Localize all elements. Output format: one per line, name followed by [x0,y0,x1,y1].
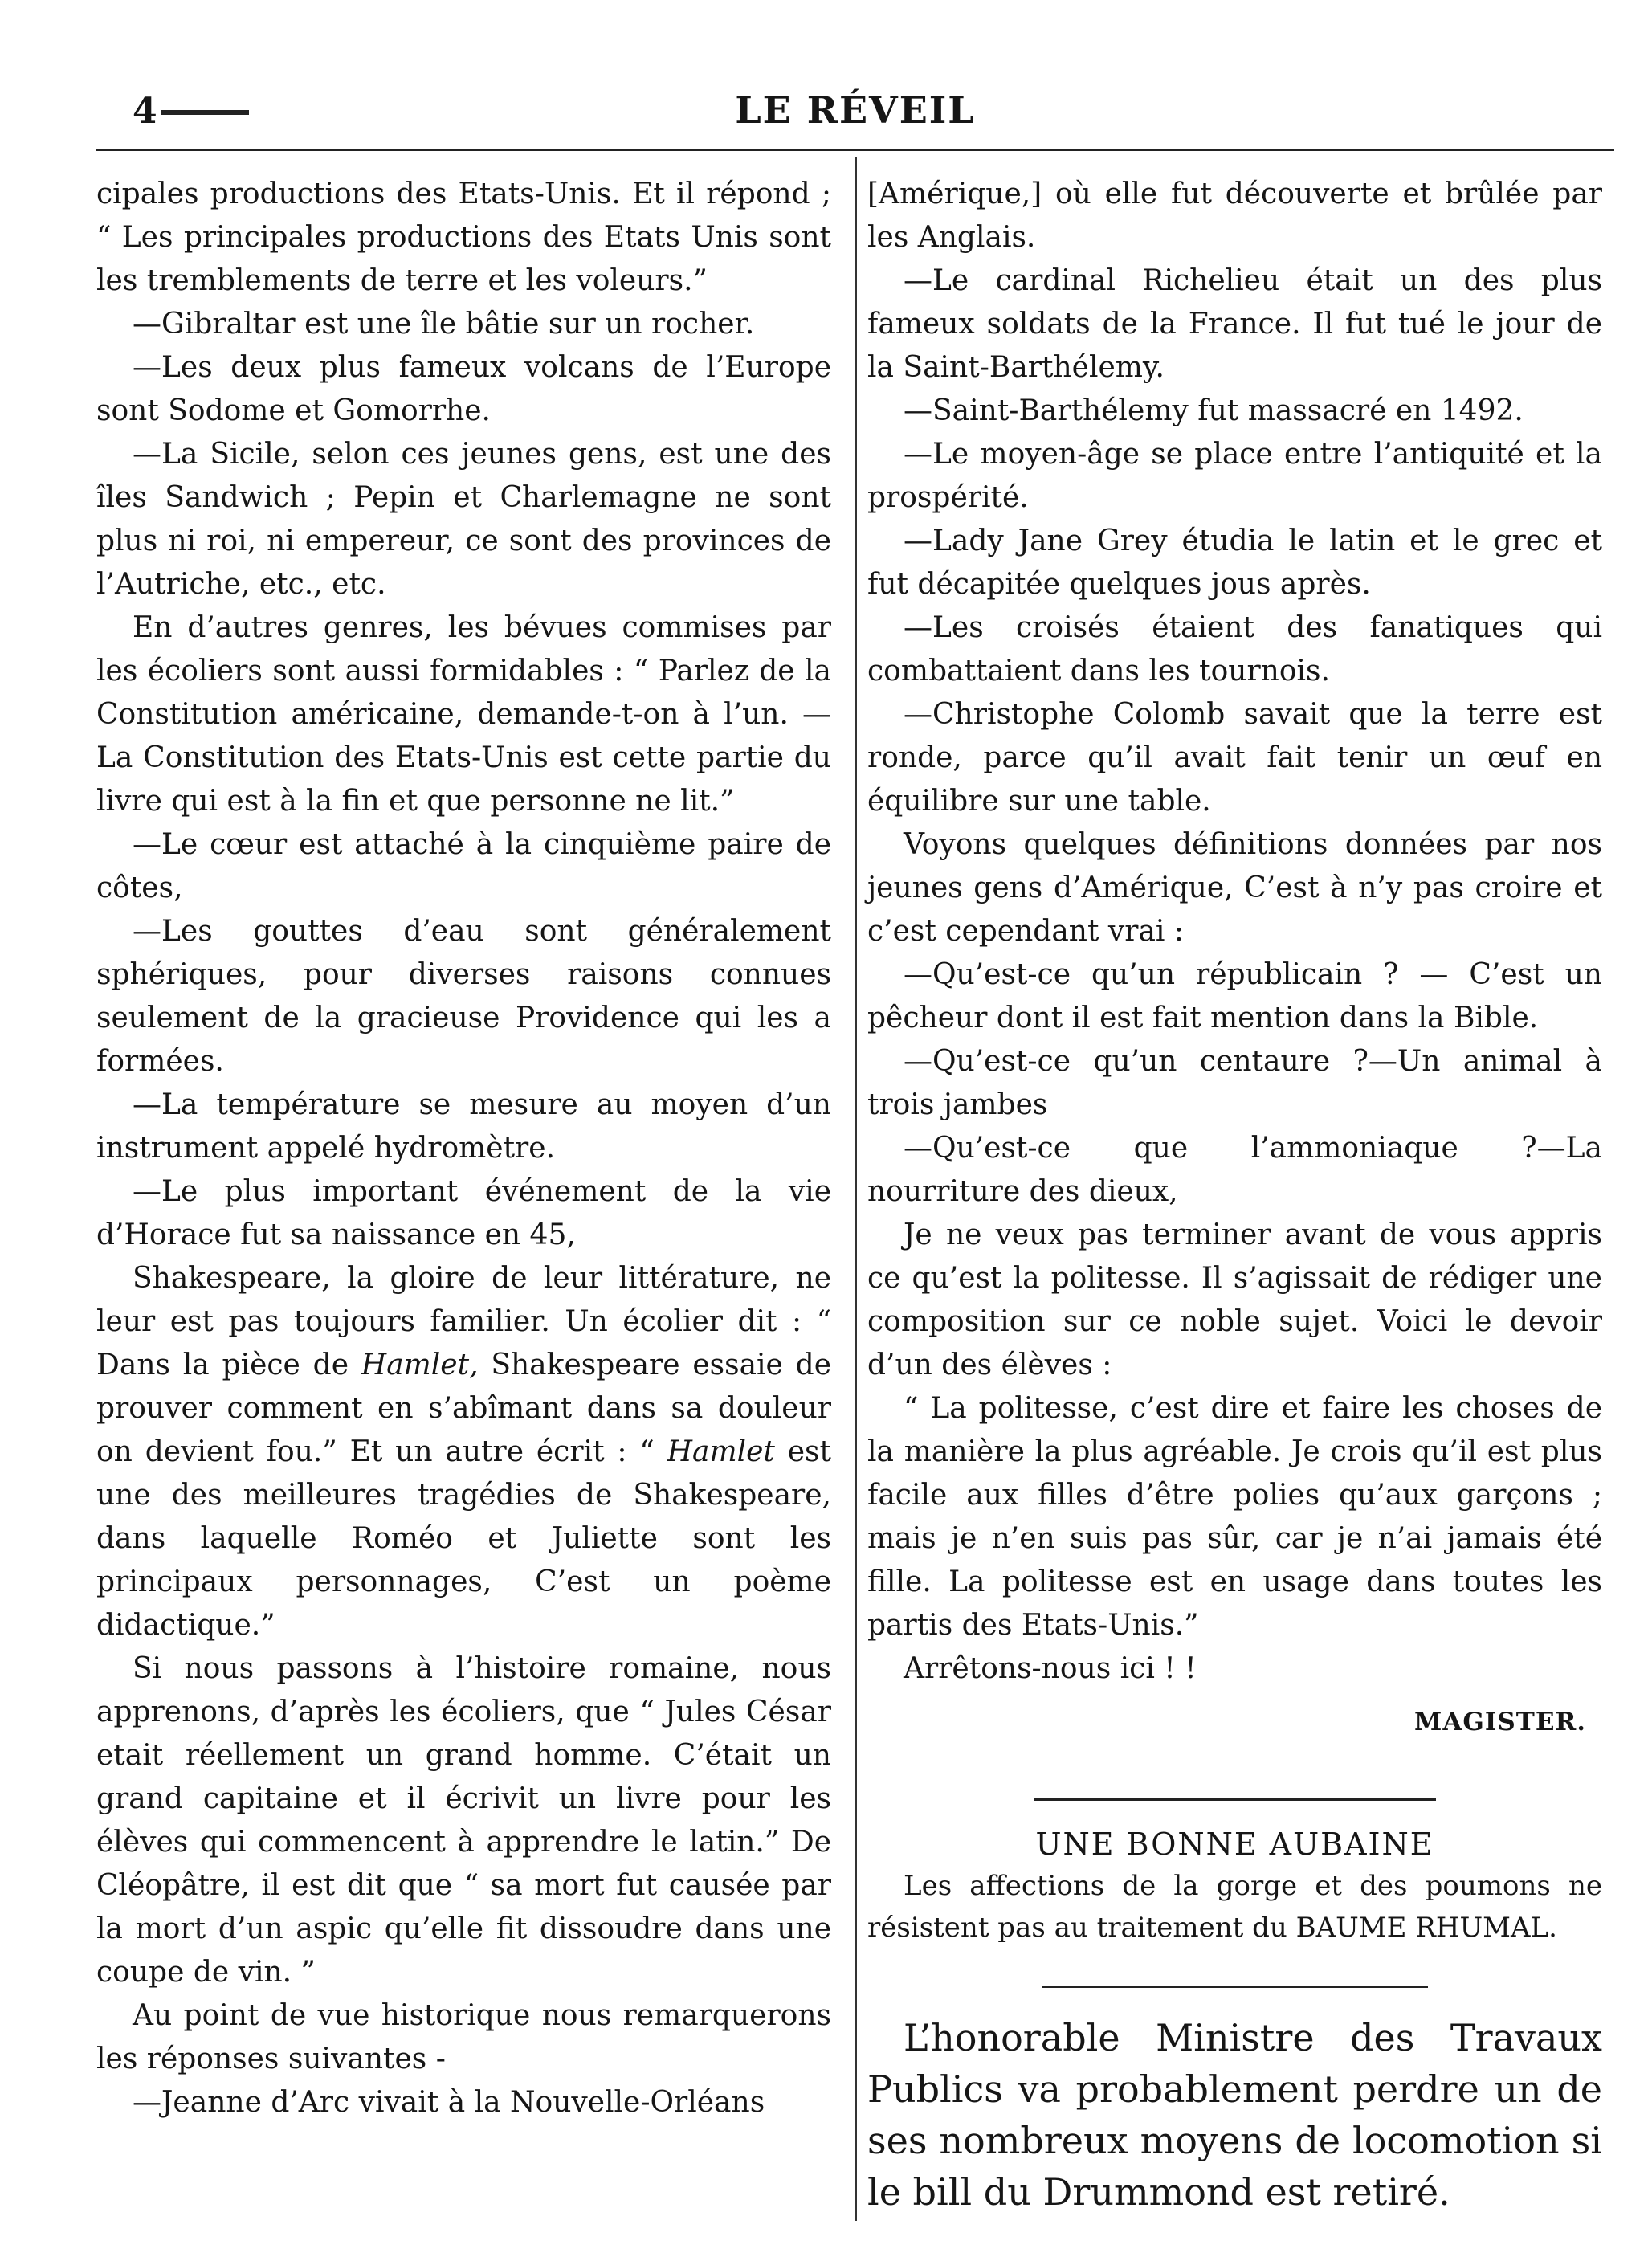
notice-paragraph: L’honorable Ministre des Travaux Publics va probablement perdre un de ses nombreux moyens de locomotion si le bill du Drummond est retiré. [867,2016,1602,2214]
page-header [96,84,1614,141]
author-signature: MAGISTER. [1414,1708,1586,1737]
paragraph: cipales productions des Etats-Unis. Et il répond ; “ Les principales productions des Etats Unis sont les tremblements de terre et les voleurs.” [96,178,831,297]
paragraph: [Amérique,] où elle fut découverte et brûlée par les Anglais. [867,178,1602,254]
advertisement-title: UNE BONNE AUBAINE [1035,1826,1434,1862]
paragraph: —Qu’est-ce qu’un républicain ? — C’est un pêcheur dont il est fait mention dans la Bible. [867,958,1602,1035]
newspaper-title: LE RÉVEIL [735,88,976,132]
page-number: 4 [133,91,157,132]
paragraph: —Qu’est-ce qu’un centaure ?—Un animal à trois jambes [867,1045,1602,1121]
column-divider [855,157,857,2221]
paragraph: —La température se mesure au moyen d’un instrument appelé hydromètre. [96,1088,831,1165]
paragraph: —Le cœur est attaché à la cinquième paire de côtes, [96,828,831,904]
paragraph: —Le moyen-âge se place entre l’antiquité et la prospérité. [867,438,1602,514]
paragraph: —Le plus important événement de la vie d’Horace fut sa naissance en 45, [96,1175,831,1251]
italic-title: Hamlet [667,1435,775,1468]
paragraph: Au point de vue historique nous remarquerons les réponses suivantes - [96,1999,831,2075]
paragraph: —Gibraltar est une île bâtie sur un rocher. [133,308,755,341]
paragraph: Je ne veux pas terminer avant de vous appris ce qu’est la politesse. Il s’agissait de rédiger une composition sur ce noble sujet. Voici le devoir d’un des élèves : [867,1218,1602,1381]
paragraph: —Les croisés étaient des fanatiques qui combattaient dans les tournois. [867,611,1602,688]
paragraph: —Le cardinal Richelieu était un des plus fameux soldats de la France. Il fut tué le jour de la Saint-Barthélemy. [867,264,1602,384]
paragraph: Arrêtons-nous ici ! ! [904,1652,1197,1685]
paragraph: —Saint-Barthélemy fut massacré en 1492. [904,394,1524,427]
paragraph: Voyons quelques définitions données par nos jeunes gens d’Amérique, C’est à n’y pas croire et c’est cependant vrai : [867,828,1602,948]
paragraph: “ La politesse, c’est dire et faire les choses de la manière la plus agréable. Je crois qu’il est plus facile aux filles d’être polies qu’aux garçons ; mais je n’en suis pas sûr, car je n’ai jamais été fille. La politesse est en usage dans toutes les partis des Etats-Unis.” [867,1392,1602,1642]
left-column [96,173,831,2124]
header-rule [96,149,1614,151]
advertisement-body: Les affections de la gorge et des poumons ne résistent pas au traitement du BAUME RHUMAL. [867,1870,1602,1944]
text-run: est une des meilleures tragédies de Shakespeare, dans laquelle Roméo et Juliette sont les principaux personnages, C’est un poème didactique.” [96,1435,831,1642]
paragraph: —Les deux plus fameux volcans de l’Europe sont Sodome et Gomorrhe. [96,351,831,427]
text-run: Shakespeare, la gloire de leur littérature, ne leur est pas toujours familier. Un écolier dit : “ Dans la pièce de [96,1262,831,1381]
paragraph: —Lady Jane Grey étudia le latin et le grec et fut décapitée quelques jous après. [867,524,1602,601]
paragraph: —Qu’est-ce que l’ammoniaque ?—La nourriture des dieux, [867,1132,1602,1208]
paragraph: —Christophe Colomb savait que la terre est ronde, parce qu’il avait fait tenir un œuf en équilibre sur une table. [867,698,1602,818]
italic-title: Hamlet, [361,1349,479,1381]
paragraph: En d’autres genres, les bévues commises par les écoliers sont aussi formidables : “ Parlez de la Constitution américaine, demande-t-on à l’un. —La Constitution des Etats-Unis est cette partie du livre qui est à la fin et que personne ne lit.” [96,611,831,818]
text-run: Shakespeare essaie de prouver comment en s’abîmant dans sa douleur on devient fou.” Et un autre écrit : “ [96,1349,832,1468]
paragraph: —Jeanne d’Arc vivait à la Nouvelle-Orléans [133,2086,765,2119]
section-separator [1042,1986,1428,1988]
paragraph: Si nous passons à l’histoire romaine, nous apprenons, d’après les écoliers, que “ Jules César etait réellement un grand homme. C’était un grand capitaine et il écrivit un livre pour les élèves qui commencent à apprendre le latin.” De Cléopâtre, il est dit que “ sa mort fut causée par la mort d’un aspic qu’elle fit dissoudre dans une coupe de vin. ” [96,1652,831,1989]
section-separator [1034,1798,1436,1801]
paragraph: —La Sicile, selon ces jeunes gens, est une des îles Sandwich ; Pepin et Charlemagne ne sont plus ni roi, ni empereur, ce sont des provinces de l’Autriche, etc., etc. [96,438,831,601]
paragraph-shakespeare [96,1257,831,1647]
right-column [867,173,1602,2218]
paragraph: —Les gouttes d’eau sont généralement sphériques, pour diverses raisons connues seulement de la gracieuse Providence qui les a formées. [96,915,831,1078]
